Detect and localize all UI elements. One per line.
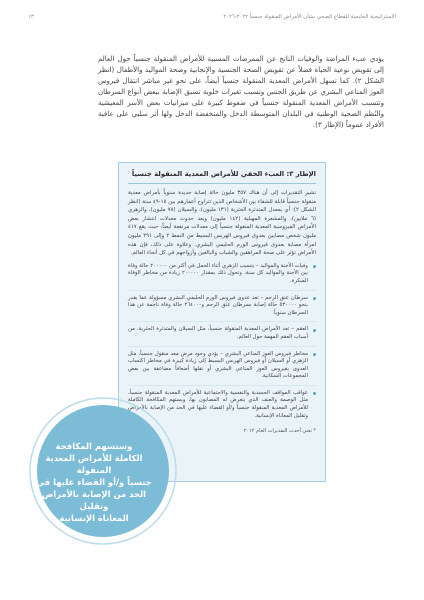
page-header <box>28 14 396 20</box>
callout-line: جنسياً و/أو القضاء عليها في <box>36 477 152 487</box>
page-number: ١٣ <box>28 14 34 20</box>
box-source-note: * تعني أحدث التقديرات العام ٢٠١٢ <box>243 428 316 435</box>
box-list-item: العقم – تعد الأمراض المعدية المنقولة جنسياً، مثل السيلان والمتدثرة الحثرية، من أسباب العقم المهمة حول العالم. <box>128 326 316 346</box>
callout-quote <box>30 440 158 524</box>
box-title: الإطار ٣: العبء الخفي للأمراض المعدية المنقولة جنسياً <box>128 170 316 184</box>
callout-line: المعاناة الإنسانية <box>59 513 129 523</box>
callout-line: الكاملة للأمراض المعدية المنقولة <box>45 453 143 475</box>
box-paragraph: تشير التقديرات إلى أن هناك ٣٥٧ مليون حالة إصابة جديدة سنوياً بأمراض معدية منقولة جنسياً قابلة للشفاء بين الأشخاص الذين تتراوح أعمارهم بين ١٥-٤٩ سنة (انظر الشكل ٢): أي بمعدل المتدثرة الحثرية (١٣١ مليون)، والسيلان (٧٨ مليون)، والزهري (٦ ملايين)، والمشعرة المهبلية (١٤٢ مليون) ويعد حدوث معدلات انتشار بعض الأمراض الفيروسية المعدية المنقولة جنسياً إلى معدلات مرتفعة أيضاً، حيث يقع ٤١٧ مليون شخص مصابين بعدوى فيروس الهربس البسيط من النمط ٢ وإلى ٢٩١ مليون امرأة مصابة بعدوى فيروس الورم الحليمي البشري. وعلاوة على ذلك، فإن هذه الأمراض تؤثر على صحة المراهقين والشباب والبالغين وأزواجهم في كل أنحاء العالم. <box>128 190 317 257</box>
callout-line: وستسهم المكافحة <box>55 441 133 451</box>
callout-line: الحد من الإصابة بالأمراض وتقليل <box>42 489 146 511</box>
box-list-item: وفيات الأجنة والمواليد – يتسبب الزهري أثناء الحمل في أكثر من ٢٠٠٠٠٠ حالة وفاة بين الأجنة والمواليد كل سنة، وتحول ذلك بمقدار ٢٠٠٠٠٠ زيادة من مخاطر الوفاة المبكرة. <box>128 263 316 291</box>
box-list-item: مخاطر فيروس العوز المناعي البشري – يؤدي وجود مرض معد منقول جنسياً، مثل الزهري أو السيلان أو فيروس الهربس البسيط إلى زيادة كبيرة في مخاطر اكتساب العدوى بفيروس العوز المناعي البشري أو نقلها أضعافاً مضاعفة بين بعض المجموعات السكانية. <box>128 351 316 386</box>
intro-paragraph <box>98 54 384 131</box>
intro-paragraph-text: يؤدي عبء المراضة والوفيات الناتج عن الممرضات المسببة للأمراض المنقولة جنسياً حول العالم إلى تقويض نوعية الحياة فضلاً عن تقويض الصحة الجنسية والإنجابية وصحة المواليد والأطفال (انظر الشكل ٢). كما تسهل الأمراض المعدية المنقولة جنسياً أيضاً، على نحو غير مباشر انتقال فيروس العوز المناعي البشري عن طريق الجنس وتسبب تغيرات خلوية تسبق الإصابة ببعض أنواع السرطان وتتسبب الأمراض المعدية المنقولة جنسياً في ضغوط كبيرة على ميزانيات بعض الأسر المعيشية والنُظم الصحية الوطنية في البلدان المتوسطة الدخل والمنخفضة الدخل ولها أثر سلبي على عافية الأفراد عموماً (الإطار ٣). <box>98 55 385 129</box>
running-title: الاستراتيجية الخليجية للقطاع الصحي بشأن الأمراض المنقولة جنسياً ٢٠٢٢-٢٠٢٦ <box>223 14 396 20</box>
box-list-item: سرطان عنق الرحم – تعد عدوى فيروس الورم الحليمي البشري مسؤولة عما يقدر بنحو ٥٣٠٠٠٠ حالة إصابة بسرطان عنق الرحم و٢٦٤٠٠٠ حالة وفاة ناجمة عن هذا السرطان سنوياً. <box>128 295 316 323</box>
box-list-item: عواقب المواقف الجسدية والنفسية والاجتماعية للأمراض المعدية المنقولة جنسياً، مثل الوصمة والعنف الذي يتعرض له المصابون بها، ويستهم المكافحة الكاملة للأمراض المعدية المنقولة جنسياً و/أو القضاء عليها في الحد من الإصابة بالأمراض وتقليل المعاناة الإنسانية. <box>128 390 316 424</box>
